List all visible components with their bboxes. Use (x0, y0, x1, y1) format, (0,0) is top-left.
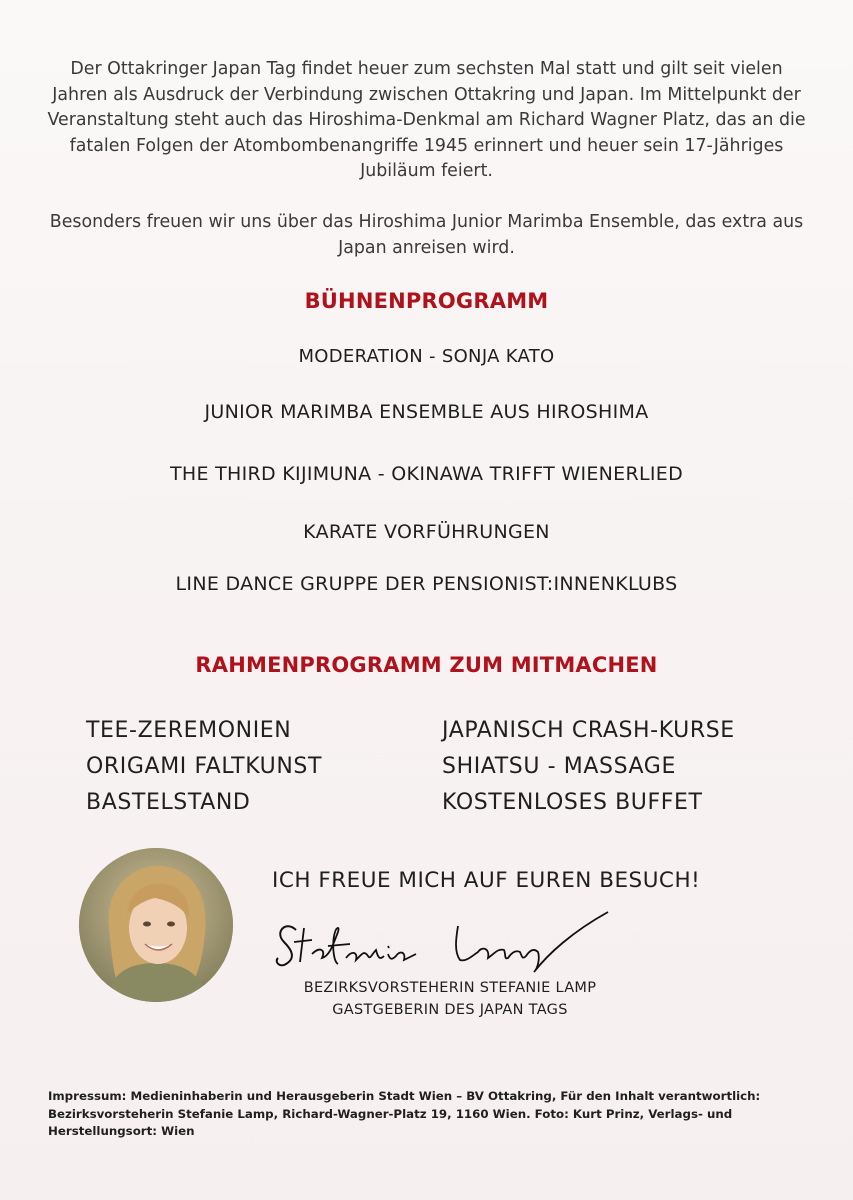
stage-program-item: MODERATION - SONJA KATO (298, 346, 555, 367)
signatory-role: GASTGEBERIN DES JAPAN TAGS (332, 1002, 568, 1018)
stage-program-item: THE THIRD KIJIMUNA - OKINAWA TRIFFT WIENERLIED (169, 463, 683, 485)
stage-program-item: JUNIOR MARIMBA ENSEMBLE AUS HIROSHIMA (204, 401, 649, 423)
stage-program-item: KARATE VORFÜHRUNGEN (303, 521, 550, 543)
intro-paragraph-2: Besonders freuen wir uns über das Hiroshima Junior Marimba Ensemble, das extra aus Japan anreisen wird. (49, 212, 804, 258)
stage-program-heading: BÜHNENPROGRAMM (304, 289, 549, 313)
activities-column-right (442, 713, 735, 821)
activity-item: ORIGAMI FALTKUNST (86, 754, 323, 779)
activity-item: JAPANISCH CRASH-KURSE (442, 718, 735, 743)
closing-greeting: ICH FREUE MICH AUF EUREN BESUCH! (272, 868, 701, 893)
side-program-heading: RAHMENPROGRAMM ZUM MITMACHEN (195, 653, 658, 677)
intro-paragraph-1: Der Ottakringer Japan Tag findet heuer zum sechsten Mal statt und gilt seit vielen Jahren als Ausdruck der Verbindung zwischen Ottakring und Japan. Im Mittelpunkt der Veranstaltung steht auch das Hiroshima-Denkmal am Richard Wagner Platz, das an die fatalen Folgen der Atombombenangriffe 1945 erinnert und heuer sein 17-Jähriges Jubiläum feiert. (47, 59, 806, 181)
portrait-illustration (79, 848, 233, 1002)
stage-program-item: LINE DANCE GRUPPE DER PENSIONIST:INNENKLUBS (175, 573, 678, 595)
portrait-photo (79, 848, 233, 1002)
activity-item: SHIATSU - MASSAGE (442, 754, 676, 779)
activities-column-left (86, 713, 322, 821)
activity-item: BASTELSTAND (86, 790, 251, 815)
imprint-text: Impressum: Medieninhaberin und Herausgeberin Stadt Wien – BV Ottakring, Für den Inhalt verantwortlich: Bezirksvorsteherin Stefanie Lamp, Richard-Wagner-Platz 19, 1160 Wien. Foto: Kurt Prinz, Verlags- und Herstellungsort: Wien (48, 1089, 761, 1138)
signatory-title: BEZIRKSVORSTEHERIN STEFANIE LAMP (303, 980, 597, 996)
activity-item: KOSTENLOSES BUFFET (442, 790, 703, 815)
handwritten-signature (272, 902, 632, 974)
activity-item: TEE-ZEREMONIEN (86, 718, 292, 743)
